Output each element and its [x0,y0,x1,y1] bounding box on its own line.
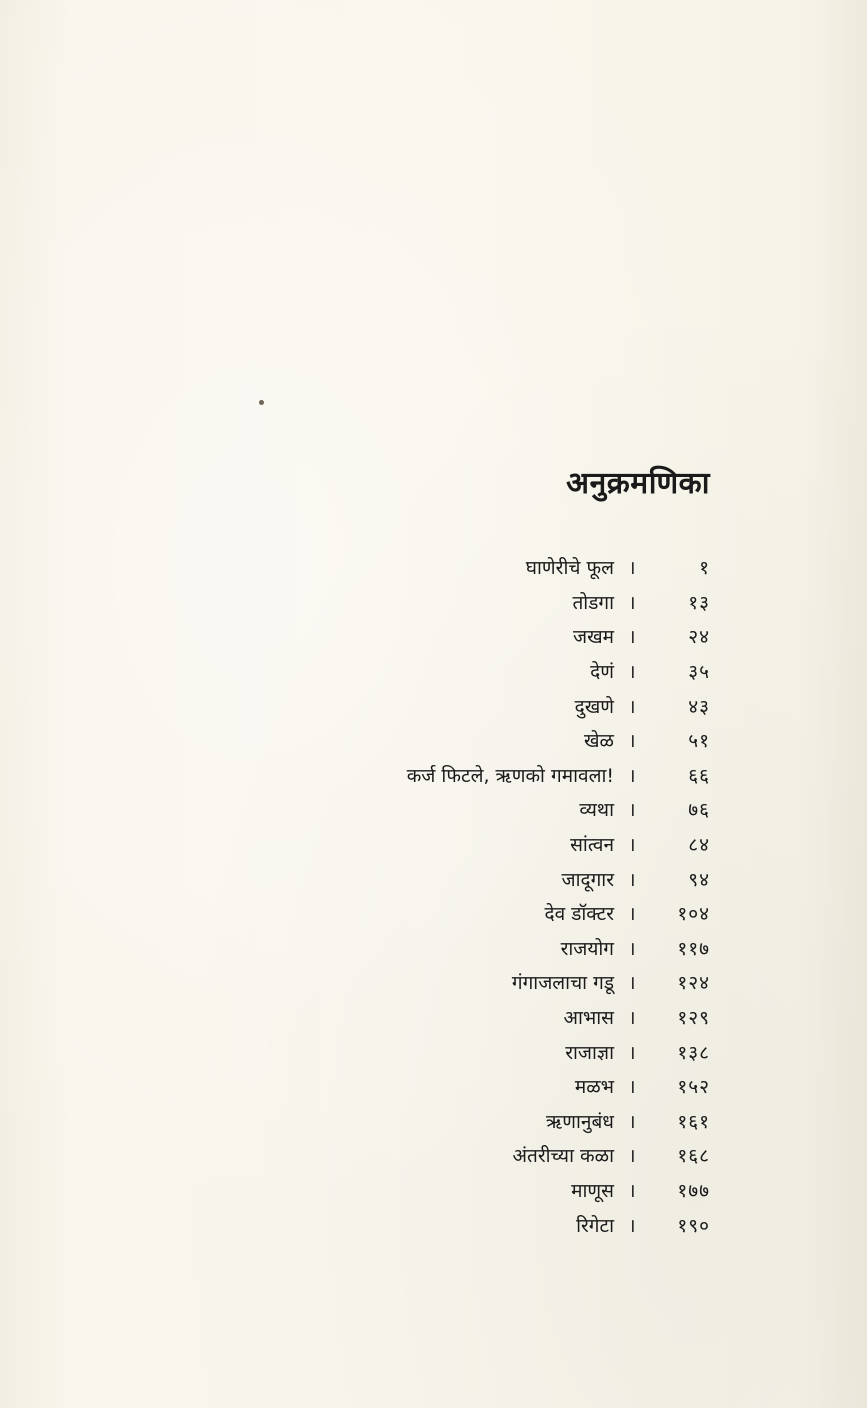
toc-entry-page: १ [699,557,710,580]
toc-entry [200,688,710,723]
toc-separator: । [628,1145,636,1168]
toc-entry [200,1000,710,1035]
toc-entry [200,1207,710,1242]
toc-entry-title: आभास [563,1007,614,1030]
toc-entry-title: सांत्वन [570,834,614,857]
toc-entry [200,1173,710,1208]
toc-entry-page: ८४ [688,834,710,857]
toc-separator: । [628,1214,636,1237]
toc-separator: । [628,1076,636,1099]
toc-entry-page: १२९ [677,1007,710,1030]
toc-entry-page: १६१ [677,1110,710,1133]
toc-entry [200,723,710,758]
toc-entry-page: १७७ [677,1179,710,1202]
toc-entry-page: ११७ [677,937,710,960]
toc-entry-page: ५१ [688,730,710,753]
toc-separator: । [628,591,636,614]
toc-entry [200,931,710,966]
toc-entry-title: गंगाजलाचा गडू [511,972,614,995]
toc-entry-page: १३ [688,591,710,614]
toc-separator: । [628,937,636,960]
toc-entry [200,550,710,585]
toc-entry-page: १२४ [677,972,710,995]
toc-entry-page: ९४ [688,868,710,891]
toc-entry-title: कर्ज फिटले, ऋणको गमावला! [406,764,614,787]
toc-entry-page: ३५ [688,661,710,684]
toc-separator: । [628,834,636,857]
toc-entry-title: जखम [572,626,614,649]
toc-entry [200,1069,710,1104]
toc-entry-title: मळभ [574,1076,614,1099]
toc-separator: । [628,764,636,787]
toc-separator: । [628,557,636,580]
toc-entry [200,619,710,654]
table-of-contents [200,550,710,1242]
toc-entry [200,1104,710,1139]
toc-entry-page: १३८ [677,1041,710,1064]
toc-separator: । [628,1179,636,1202]
toc-separator: । [628,695,636,718]
toc-entry-title: रिगेटा [576,1214,614,1237]
toc-separator: । [628,1007,636,1030]
toc-entry-page: १६८ [677,1145,710,1168]
page-title: अनुक्रमणिका [566,466,710,501]
toc-entry-title: देव डॉक्टर [544,903,614,926]
toc-entry-title: दुखणे [574,695,614,718]
toc-separator: । [628,868,636,891]
toc-separator: । [628,626,636,649]
toc-separator: । [628,1110,636,1133]
toc-entry-page: १०४ [677,903,710,926]
toc-entry-title: घाणेरीचे फूल [525,557,614,580]
toc-separator: । [628,661,636,684]
toc-entry-page: ७६ [688,799,710,822]
toc-entry-title: अंतरीच्या कळा [512,1145,614,1168]
toc-separator: । [628,730,636,753]
toc-entry-title: व्यथा [579,799,614,822]
toc-separator: । [628,972,636,995]
toc-entry-title: खेळ [584,730,614,753]
ink-speck [259,400,264,405]
toc-entry-page: ६६ [688,764,710,787]
toc-separator: । [628,903,636,926]
toc-entry-page: १५२ [677,1076,710,1099]
toc-entry [200,792,710,827]
toc-entry [200,861,710,896]
toc-entry-title: राजयोग [560,937,614,960]
toc-entry-title: तोडगा [572,591,614,614]
toc-separator: । [628,799,636,822]
toc-entry-page: १९० [677,1214,710,1237]
toc-entry [200,758,710,793]
toc-entry [200,965,710,1000]
toc-entry-page: २४ [688,626,710,649]
toc-entry-title: देणं [590,661,614,684]
toc-entry [200,1138,710,1173]
toc-separator: । [628,1041,636,1064]
toc-entry [200,654,710,689]
toc-entry-title: राजाज्ञा [565,1041,614,1064]
toc-entry-title: ऋणानुबंध [546,1110,614,1133]
toc-entry-page: ४३ [688,695,710,718]
toc-entry [200,896,710,931]
toc-entry-title: माणूस [571,1179,614,1202]
toc-entry [200,1034,710,1069]
toc-entry-title: जादूगार [561,868,614,891]
toc-entry [200,585,710,620]
toc-entry [200,827,710,862]
